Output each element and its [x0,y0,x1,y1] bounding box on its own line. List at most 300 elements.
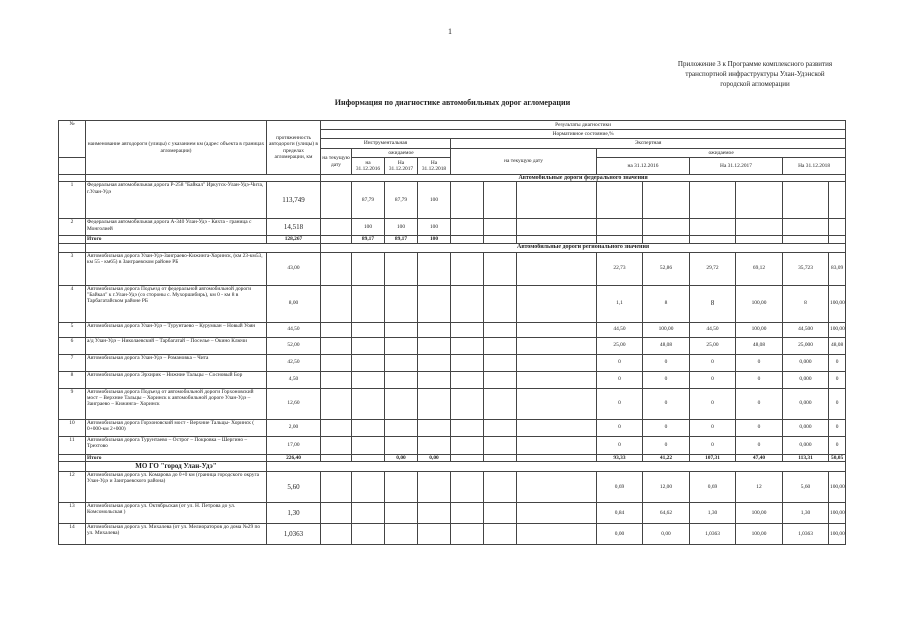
header-cell-results: Результаты диагностики [321,121,846,130]
total-expert-2016-percent: 41,22 [643,454,690,461]
expert-2017-value: 1,30 [690,502,736,523]
expert-2018-percent: 0 [829,436,846,454]
total-instr-2018: 0,00 [418,454,451,461]
section-filler [267,461,846,471]
expert-2017-percent: 69,12 [736,252,783,285]
expert-2018-percent: 100,00 [829,502,846,523]
instr-2017 [385,354,418,371]
table-row [59,523,846,544]
expert-current-c [517,252,597,285]
instr-2016 [352,285,385,322]
appendix-line: Приложение 3 к Программе комплексного развития [677,60,833,68]
expert-2017-percent: 0 [736,419,783,436]
expert-2017-value: 29,72 [690,252,736,285]
total-expert-2017-percent: 47,40 [736,454,783,461]
expert-2016-value: 0 [597,371,643,388]
expert-2016-percent: 0 [643,436,690,454]
expert-current-c [517,523,597,544]
table-row [59,436,846,454]
expert-current-c [517,419,597,436]
table-row [59,471,846,502]
instr-2018 [418,388,451,419]
expert-current-c [517,182,597,219]
instr-current [321,419,352,436]
road-length: 17,00 [267,436,321,454]
expert-2018-value: 8 [783,285,829,322]
instr-2016 [352,252,385,285]
total-expert-2018-value [783,236,829,243]
row-number: 9 [59,388,86,419]
table-row [59,419,846,436]
expert-current-a [451,337,484,354]
instr-2017 [385,371,418,388]
road-name: Автомобильная дорога Горхоновский мост - Верхние Тальцы- Хоринск ( 0+000-км 2+000) [86,419,267,436]
instr-2017: 100 [385,219,418,236]
expert-2016-percent: 52,86 [643,252,690,285]
section-row [59,175,846,182]
road-length: 43,00 [267,252,321,285]
road-name: Автомобильная дорога Подъезд от федеральной автомобильной дороги "Байкал" к г.Улан-Удэ (со стороны с. Мухоршибирь), км 0 - км 8 в Тарбагатайском районе РБ [86,285,267,322]
expert-current-b [484,337,517,354]
expert-current-b [484,252,517,285]
instr-2017 [385,436,418,454]
instr-2016 [352,471,385,502]
road-length: 52,00 [267,337,321,354]
expert-2017-percent: 100,00 [736,322,783,337]
total-expert-current-a [451,236,484,243]
expert-2016-percent: 48,08 [643,337,690,354]
expert-current-a [451,471,484,502]
expert-current-c [517,502,597,523]
expert-2016-percent: 0,00 [643,523,690,544]
instr-current [321,471,352,502]
expert-2018-value [783,219,829,236]
expert-current-a [451,219,484,236]
expert-current-b [484,285,517,322]
expert-2016-value: 0 [597,419,643,436]
expert-2017-percent: 0 [736,388,783,419]
expert-2017-value: 0 [690,436,736,454]
header-cell-expert: Экспертная [451,139,846,149]
instr-2017 [385,471,418,502]
table-row [59,371,846,388]
expert-current-b [484,419,517,436]
instr-2018 [418,371,451,388]
expert-2016-percent: 100,00 [643,322,690,337]
instr-2017 [385,388,418,419]
instr-2017 [385,419,418,436]
expert-2017-value: 8 [690,285,736,322]
total-instr-current [321,454,352,461]
instr-2018 [418,523,451,544]
section-num-cell [59,175,86,182]
row-number: 11 [59,436,86,454]
expert-2016-percent: 64,62 [643,502,690,523]
expert-2017-percent: 100,00 [736,502,783,523]
expert-2017-percent: 100,00 [736,285,783,322]
expert-2016-value: 0,84 [597,502,643,523]
expert-current-b [484,502,517,523]
expert-2018-value: 35,723 [783,252,829,285]
total-label: Итого [86,236,267,243]
section-title: Автомобильные дороги регионального значения [321,243,846,252]
expert-2016-percent: 12,00 [643,471,690,502]
row-number: 13 [59,502,86,523]
row-number: 6 [59,337,86,354]
total-instr-2017: 0,00 [385,454,418,461]
total-expert-2017-percent [736,236,783,243]
total-expert-current-b [484,454,517,461]
instr-current [321,371,352,388]
expert-current-c [517,388,597,419]
expert-2016-value: 44,50 [597,322,643,337]
total-expert-2018-value: 113,31 [783,454,829,461]
total-expert-current-a [451,454,484,461]
total-expert-2017-value: 107,31 [690,454,736,461]
instr-2017 [385,252,418,285]
instr-2018 [418,322,451,337]
instr-2018 [418,436,451,454]
total-expert-2016-value [597,236,643,243]
instr-2018: 100 [418,182,451,219]
expert-current-c [517,285,597,322]
total-expert-2016-value: 93,33 [597,454,643,461]
expert-2017-value [690,219,736,236]
expert-current-b [484,219,517,236]
expert-2017-value: 0 [690,388,736,419]
total-expert-current-c [517,236,597,243]
expert-2018-value: 1,30 [783,502,829,523]
instr-2017 [385,337,418,354]
instr-current [321,354,352,371]
table-row [59,219,846,236]
road-length: 4,50 [267,371,321,388]
instr-current [321,523,352,544]
road-name: Автомобильная дорога ул. Комарова до 0+0 км (граница городского округа Улан-Удэ и Заиграевского района) [86,471,267,502]
expert-2018-percent [829,219,846,236]
total-row [59,236,846,243]
instr-2017 [385,523,418,544]
expert-current-a [451,182,484,219]
section-row [59,461,846,471]
road-length: 2,00 [267,419,321,436]
instr-current [321,219,352,236]
instr-2017 [385,322,418,337]
instr-2016 [352,322,385,337]
section-title: Автомобильные дороги федерального значения [321,175,846,182]
instr-2018 [418,337,451,354]
expert-2016-percent [643,219,690,236]
appendix-line: городской агломерации [720,80,790,88]
instr-2016 [352,436,385,454]
expert-2016-value: 0 [597,354,643,371]
instr-2017 [385,502,418,523]
instr-current [321,388,352,419]
instr-2017: 87,79 [385,182,418,219]
table-row [59,337,846,354]
expert-2016-value [597,182,643,219]
expert-2017-value: 0 [690,419,736,436]
expert-2017-percent [736,219,783,236]
appendix-line: транспортной инфраструктуры Улан-Удэнской [685,70,825,78]
expert-2016-value: 0 [597,388,643,419]
expert-current-a [451,419,484,436]
road-length: 1,30 [267,502,321,523]
expert-current-b [484,388,517,419]
expert-2018-value: 25,000 [783,337,829,354]
expert-2016-percent: 0 [643,419,690,436]
road-length: 12,60 [267,388,321,419]
total-expert-2018-percent: 50,05 [829,454,846,461]
expert-2018-percent: 0 [829,388,846,419]
header-cell-instr-2018: На 31.12.2018 [418,158,451,175]
total-expert-2016-percent [643,236,690,243]
header-cell-normative: Нормативное состояние,% [321,130,846,139]
expert-2017-value: 1,0363 [690,523,736,544]
table-row [59,182,846,219]
header-cell-instr-2017: На 31.12.2017 [385,158,418,175]
row-number: 14 [59,523,86,544]
instr-2018 [418,252,451,285]
expert-2018-percent: 100,00 [829,471,846,502]
expert-2017-percent: 100,00 [736,523,783,544]
road-name: а/д Улан-Удэ – Николаевский – Тарбагатай – Поселье – Окино Ключи [86,337,267,354]
expert-current-a [451,502,484,523]
header-cell-instr-expected: ожидаемое [352,149,451,158]
expert-2016-percent: 0 [643,388,690,419]
expert-2018-value: 0,000 [783,436,829,454]
expert-2018-percent: 100,00 [829,285,846,322]
instr-current [321,285,352,322]
road-name: Автомобильная дорога Подъезд от автомобильной дороги Горхоновский мост – Верхние Тальцы – Хоринск к автомобильной дороге Улан-Удэ – Заиграево – Кижинга– Хоринск [86,388,267,419]
expert-current-c [517,436,597,454]
instr-2016 [352,502,385,523]
expert-current-b [484,182,517,219]
road-name: Автомобильная дорога ул. Октябрьская (от ул. Н. Петрова до ул. Комсомольская ) [86,502,267,523]
expert-current-c [517,219,597,236]
total-instr-2016 [352,454,385,461]
expert-2017-value: 0 [690,371,736,388]
road-length: 42,50 [267,354,321,371]
instr-2016: 87,79 [352,182,385,219]
instr-2018: 100 [418,219,451,236]
instr-current [321,337,352,354]
expert-2016-percent: 0 [643,371,690,388]
expert-current-c [517,471,597,502]
expert-2018-percent [829,182,846,219]
expert-2017-percent [736,182,783,219]
total-instr-2018: 100 [418,236,451,243]
row-number: 10 [59,419,86,436]
expert-2018-percent: 0 [829,354,846,371]
expert-current-a [451,523,484,544]
expert-2018-value: 0,000 [783,371,829,388]
expert-current-b [484,523,517,544]
expert-current-b [484,436,517,454]
diagnostics-table [58,120,846,545]
header-cell-length: протяженность автодороги (улицы) в пределах агломерации, км [267,121,321,175]
expert-current-c [517,354,597,371]
instr-2016 [352,523,385,544]
total-instr-2017: 89,17 [385,236,418,243]
road-length: 1,0363 [267,523,321,544]
expert-2018-value: 0,000 [783,354,829,371]
expert-2018-percent: 0 [829,419,846,436]
instr-2017 [385,285,418,322]
header-cell-expert-current: на текущую дату [451,149,597,175]
road-length: 44,50 [267,322,321,337]
table-row [59,285,846,322]
page-number: 1 [448,27,452,36]
table-row [59,388,846,419]
expert-current-b [484,371,517,388]
expert-2016-percent: 0 [643,354,690,371]
expert-current-a [451,371,484,388]
expert-2016-value: 22,73 [597,252,643,285]
header-cell-instr-2016: на 31.12.2016 [352,158,385,175]
instr-2018 [418,502,451,523]
section-num-cell [59,243,86,252]
expert-2018-percent: 83,09 [829,252,846,285]
expert-2018-percent: 48,08 [829,337,846,354]
header-cell-expert-expected: ожидаемое [597,149,846,158]
road-name: Автомобильная дорога Улан-Удэ – Турунтаево – Курумкан – Новый Уоян [86,322,267,337]
expert-current-b [484,354,517,371]
expert-current-c [517,337,597,354]
instr-2018 [418,419,451,436]
instr-current [321,436,352,454]
header-cell-expert-2016: на 31.12.2016 [597,158,690,175]
expert-2018-value: 5,60 [783,471,829,502]
total-length: 128,267 [267,236,321,243]
table-row [59,502,846,523]
total-expert-2018-percent [829,236,846,243]
expert-2018-percent: 0 [829,371,846,388]
row-number: 8 [59,371,86,388]
expert-2017-percent: 0 [736,436,783,454]
expert-2016-value: 1,1 [597,285,643,322]
row-number: 3 [59,252,86,285]
total-num-cell [59,236,86,243]
expert-current-a [451,388,484,419]
appendix-note [640,59,870,89]
road-name: Федеральная автомобильная дорога Р-258 "Байкал" Иркутск-Улан-Удэ-Чита, г.Улан-Удэ [86,182,267,219]
instr-2016 [352,337,385,354]
row-number: 5 [59,322,86,337]
instr-2018 [418,285,451,322]
section-filler [86,243,321,252]
expert-current-b [484,471,517,502]
road-name: Автомобильная дорога Турунтаево – Острог – Покровка – Шергино – Трехтово [86,436,267,454]
section-num-cell [59,461,86,471]
expert-2018-value: 0,000 [783,419,829,436]
instr-2016 [352,419,385,436]
expert-2016-value [597,219,643,236]
expert-2017-value: 0 [690,354,736,371]
instr-current [321,502,352,523]
table-row [59,252,846,285]
expert-2016-percent: 8 [643,285,690,322]
total-instr-current [321,236,352,243]
total-expert-2017-value [690,236,736,243]
instr-2016 [352,354,385,371]
road-name: Автомобильная дорога Улан-Удэ-Заиграево-Кижинга-Хоринск, (км 23-км53, км 55 - км65) в Заиграевском районе РБ [86,252,267,285]
expert-2016-value: 0,00 [597,523,643,544]
section-row [59,243,846,252]
expert-current-c [517,371,597,388]
total-instr-2016: 89,17 [352,236,385,243]
road-name: Автомобильная дорога ул. Михалева (от ул. Мелиораторов до дома №29 по ул. Михалева) [86,523,267,544]
road-name: Автомобильная дорога Эрхирик – Нижние Тальцы – Сосновый Бор [86,371,267,388]
total-expert-current-b [484,236,517,243]
expert-2016-value: 25,00 [597,337,643,354]
total-length: 226,40 [267,454,321,461]
expert-2017-value: 25,00 [690,337,736,354]
expert-2017-percent: 0 [736,354,783,371]
road-length: 14,518 [267,219,321,236]
document-title: Информация по диагностике автомобильных дорог агломерации [334,98,571,107]
row-number: 2 [59,219,86,236]
expert-2017-percent: 12 [736,471,783,502]
expert-current-a [451,285,484,322]
section-filler [86,175,321,182]
expert-2016-percent [643,182,690,219]
header-cell-instrumental: Инструментальная [321,139,451,149]
expert-2017-percent: 48,08 [736,337,783,354]
instr-2016 [352,388,385,419]
expert-2018-value [783,182,829,219]
expert-current-a [451,354,484,371]
expert-current-a [451,322,484,337]
row-number: 4 [59,285,86,322]
expert-2016-value: 0,69 [597,471,643,502]
expert-2018-value: 44,500 [783,322,829,337]
header-cell-num-empty [59,158,86,175]
total-num-cell [59,454,86,461]
expert-2018-value: 1,0363 [783,523,829,544]
instr-2016: 100 [352,219,385,236]
expert-current-a [451,436,484,454]
road-name: Федеральная автомобильная дорога А-340 Улан-Удэ - Кяхта - граница с Монголией [86,219,267,236]
row-number: 1 [59,182,86,219]
road-length: 8,00 [267,285,321,322]
expert-current-b [484,322,517,337]
expert-2018-value: 0,000 [783,388,829,419]
expert-2017-value [690,182,736,219]
expert-2016-value: 0 [597,436,643,454]
instr-2018 [418,354,451,371]
total-expert-current-c [517,454,597,461]
road-length: 113,749 [267,182,321,219]
row-number: 12 [59,471,86,502]
road-name: Автомобильная дорога Улан-Удэ – Романовка – Чита [86,354,267,371]
section-title: МО ГО "город Улан-Удэ" [86,461,267,471]
instr-2016 [352,371,385,388]
expert-current-a [451,252,484,285]
expert-2017-value: 0,69 [690,471,736,502]
header-cell-instr-current: на текущую дату [321,149,352,175]
header-cell-expert-2017: На 31.12.2017 [690,158,783,175]
instr-current [321,322,352,337]
expert-2018-percent: 100,00 [829,322,846,337]
table-row [59,322,846,337]
row-number: 7 [59,354,86,371]
header-cell-expert-2018: На 31.12.2018 [783,158,846,175]
header-cell-num: № [59,121,86,158]
expert-current-c [517,322,597,337]
instr-current [321,252,352,285]
total-label: Итого [86,454,267,461]
